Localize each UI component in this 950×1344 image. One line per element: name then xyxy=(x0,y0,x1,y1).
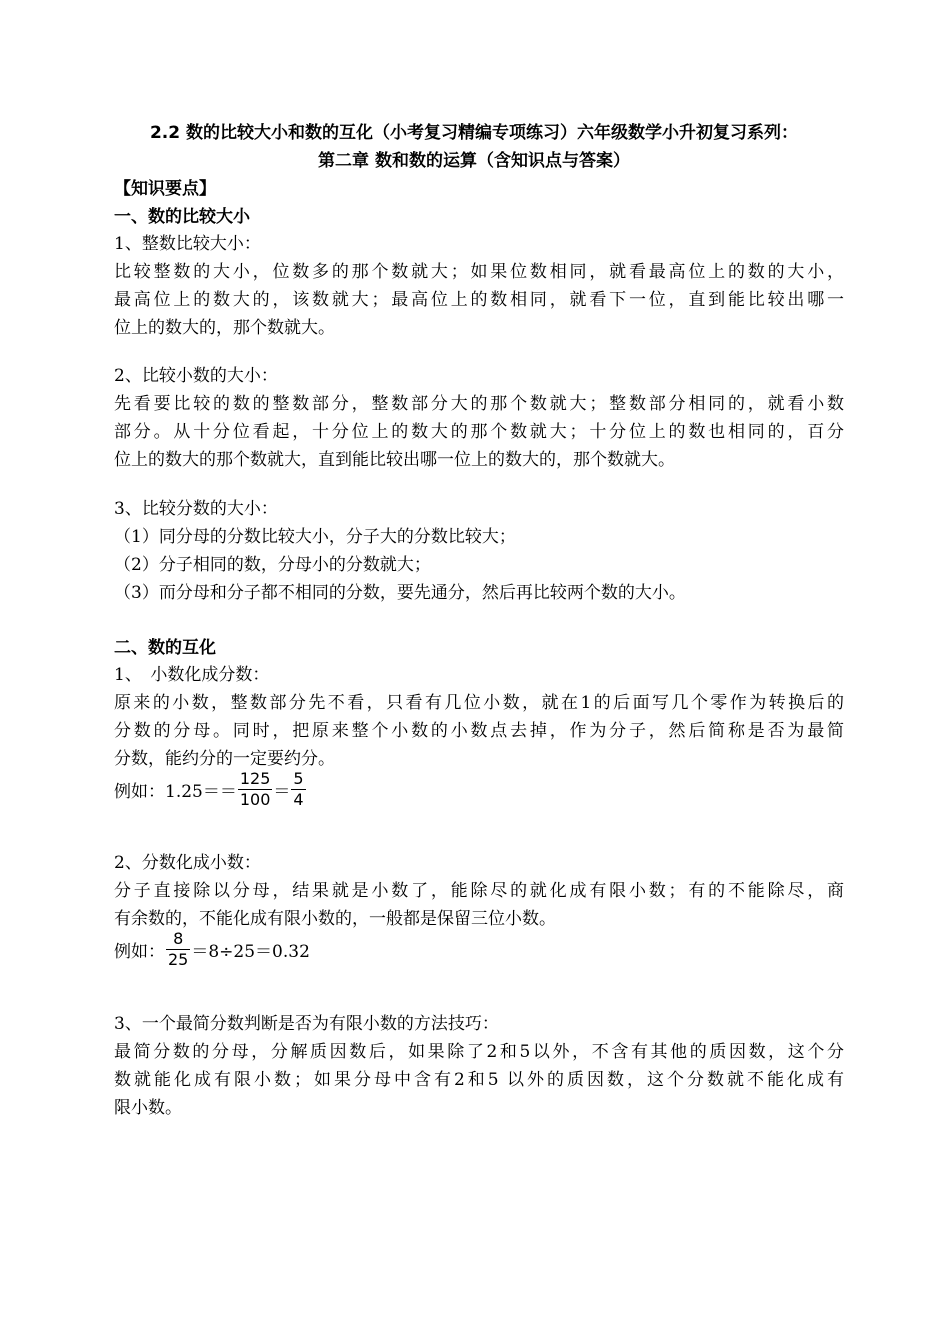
paragraph-line: 位上的数大的那个数就大，直到能比较出哪一位上的数大的，那个数就大。 xyxy=(114,450,675,470)
fraction-numerator: 8 xyxy=(173,929,184,948)
paragraph-line: 原来的小数，整数部分先不看，只看有几位小数，就在1的后面写几个零作为转换后的 xyxy=(114,693,844,713)
fraction-numerator: 125 xyxy=(239,769,271,788)
paragraph-line: 有余数的，不能化成有限小数的，一般都是保留三位小数。 xyxy=(114,909,556,929)
knowledge-points-header: 【知识要点】 xyxy=(114,179,216,199)
section-1-heading: 一、数的比较大小 xyxy=(114,207,250,227)
section-2-item-1-label: 1、 小数化成分数： xyxy=(114,665,270,685)
equals-sign: ＝ xyxy=(273,782,291,802)
section-1-item-1-label: 1、整数比较大小： xyxy=(114,234,261,254)
paragraph-line: 最高位上的数大的，该数就大；最高位上的数相同，就看下一位，直到能比较出哪一 xyxy=(114,290,844,310)
fraction xyxy=(238,770,273,809)
paragraph-line: 比较整数的大小，位数多的那个数就大；如果位数相同，就看最高位上的数的大小， xyxy=(114,262,844,282)
fraction-denominator: 100 xyxy=(239,790,271,809)
list-item: （2）分子相同的数，分母小的分数就大； xyxy=(114,555,431,575)
paragraph-line: 部分。从十分位看起，十分位上的数大的那个数就大；十分位上的数也相同的，百分 xyxy=(114,422,844,442)
paragraph-line: 数就能化成有限小数；如果分母中含有2和5 以外的质因数，这个分数就不能化成有 xyxy=(114,1070,844,1090)
fraction-numerator: 5 xyxy=(293,769,304,788)
fraction-denominator: 4 xyxy=(293,790,304,809)
section-1-item-3-label: 3、比较分数的大小： xyxy=(114,499,278,519)
paragraph-line: 限小数。 xyxy=(114,1098,182,1118)
paragraph-line: 分数的分母。同时，把原来整个小数的小数点去掉，作为分子，然后简称是否为最简 xyxy=(114,721,844,741)
paragraph-line: 分子直接除以分母，结果就是小数了，能除尽的就化成有限小数；有的不能除尽，商 xyxy=(114,881,844,901)
section-2-item-2-label: 2、分数化成小数： xyxy=(114,853,261,873)
fraction-denominator: 25 xyxy=(168,950,189,969)
document-title-line-2: 第二章 数和数的运算（含知识点与答案） xyxy=(318,151,630,171)
document-title-line-1: 2.2 数的比较大小和数的互化（小考复习精编专项练习）六年级数学小升初复习系列： xyxy=(149,123,799,143)
section-2-heading: 二、数的互化 xyxy=(114,638,216,658)
list-item: （3）而分母和分子都不相同的分数，要先通分，然后再比较两个数的大小。 xyxy=(114,583,686,603)
example-prefix: 例如： xyxy=(114,942,165,962)
paragraph-line: 位上的数大的，那个数就大。 xyxy=(114,318,335,338)
paragraph-line: 最简分数的分母，分解质因数后，如果除了2和5以外，不含有其他的质因数，这个分 xyxy=(114,1042,844,1062)
example-prefix: 例如：1.25＝＝ xyxy=(114,782,237,802)
list-item: （1）同分母的分数比较大小，分子大的分数比较大； xyxy=(114,527,516,547)
section-1-item-2-label: 2、比较小数的大小： xyxy=(114,366,278,386)
section-2-item-3-label: 3、一个最简分数判断是否为有限小数的方法技巧： xyxy=(114,1014,499,1034)
example-result: ＝8÷25＝0.32 xyxy=(191,942,310,962)
fraction xyxy=(291,770,305,809)
paragraph-line: 分数，能约分的一定要约分。 xyxy=(114,749,335,769)
fraction xyxy=(166,930,190,969)
example-fraction-to-decimal xyxy=(114,930,310,969)
example-decimal-to-fraction xyxy=(114,770,307,809)
paragraph-line: 先看要比较的数的整数部分，整数部分大的那个数就大；整数部分相同的，就看小数 xyxy=(114,394,844,414)
